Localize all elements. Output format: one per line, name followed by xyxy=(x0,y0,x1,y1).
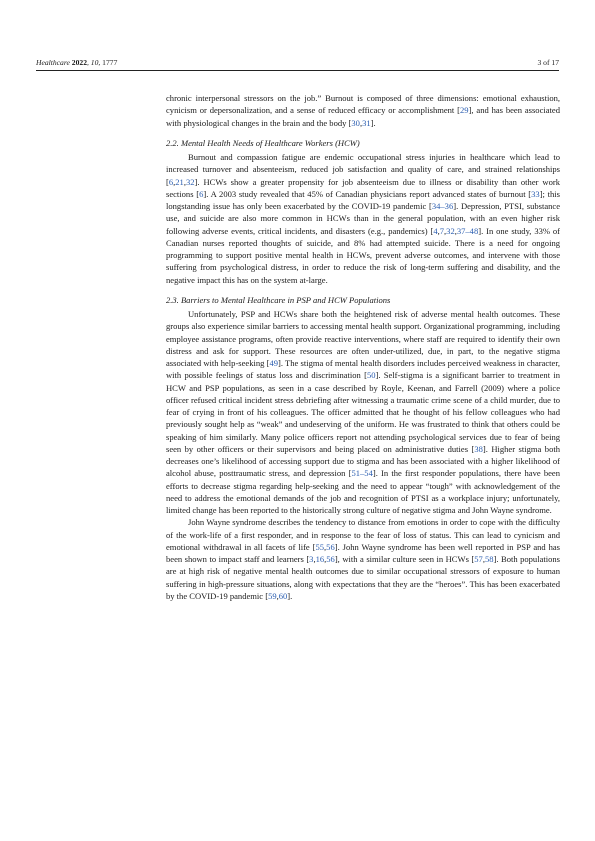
text-run: ]. Higher stigma both decreases one’s likelihood of accessing support due to stigma and has been associated with a higher likelihood of alcohol abuse, posttraumatic stress, and depression [ xyxy=(166,443,560,479)
text-run: ]. John Wayne syndrome has been well reported in PSP and has been shown to impact staff and learners [ xyxy=(166,541,560,564)
citation-link[interactable]: 34–36 xyxy=(431,201,454,211)
citation-link[interactable]: 57 xyxy=(474,554,483,564)
text-run: , xyxy=(313,554,316,564)
text-run: , xyxy=(437,225,440,236)
citation-link[interactable]: 21 xyxy=(175,176,184,187)
paragraph xyxy=(166,516,560,602)
citation-link[interactable]: 6 xyxy=(168,176,174,187)
text-run: , xyxy=(482,554,485,564)
paragraph xyxy=(166,151,560,286)
page-number: 3 of 17 xyxy=(537,58,559,67)
paragraph xyxy=(166,308,560,516)
citation-link[interactable]: 3 xyxy=(309,554,314,564)
citation-link[interactable]: 50 xyxy=(366,370,376,381)
text-run: , xyxy=(444,225,447,236)
text-run: , xyxy=(324,554,327,564)
text-run: , xyxy=(183,176,186,187)
text-run: , xyxy=(359,117,363,128)
text-run: ]. In the first responder populations, there have been efforts to decrease stigma regarding help-seeking and the need to appear “tough” with acknowledgement of the need to address the emotional demands of the job and recognition of PTSI as a workplace injury; unfortunately, limited change has been reported to the historically strong culture of negative stigma and John Wayne syndrome. xyxy=(166,468,560,515)
section-heading: 2.2. Mental Health Needs of Healthcare Workers (HCW) xyxy=(166,137,360,148)
text-run: ]. In one study, 33% of Canadian nurses reported thoughts of suicide, and 8% had attempted suicide. There is a need for ongoing programming to support positive mental health in HCWs, prevent adverse outcomes, and intervene with those suffering from psychological distress, in order to reduce the risk of long-term suffering and disability, and the negative impact this has on the system at-large. xyxy=(166,225,560,285)
citation-link[interactable]: 31 xyxy=(362,117,371,128)
running-header xyxy=(36,58,559,70)
text-run: , xyxy=(276,590,279,601)
text-run: ]. The stigma of mental health disorders includes perceived weakness in character, with possible feelings of status loss and discrimination [ xyxy=(166,358,560,381)
text-run: ]. Both populations are at high risk of negative mental health outcomes due to similar occupational stressors of exposure to human suffering in high-pressure situations, along with expectations that they are the “heroes”. This has been exacerbated by the COVID-19 pandemic [ xyxy=(166,554,560,601)
citation-link[interactable]: 51–54 xyxy=(351,468,373,479)
section-heading: 2.3. Barriers to Mental Healthcare in PSP and HCW Populations xyxy=(166,294,391,305)
citation-link[interactable]: 6 xyxy=(199,188,204,199)
header-rule xyxy=(36,70,559,71)
citation-link[interactable]: 60 xyxy=(278,590,288,601)
text-run: ], and has been associated with physiological changes in the brain and the body [ xyxy=(166,105,560,128)
text-run: ], with a similar culture seen in HCWs [ xyxy=(334,554,475,564)
text-run: ]. A 2003 study revealed that 45% of Canadian physicians report advanced states of burnout [ xyxy=(203,188,532,199)
citation-link[interactable]: 16 xyxy=(315,554,325,564)
citation-link[interactable]: 37–48 xyxy=(456,225,479,236)
text-run: John Wayne syndrome describes the tendency to distance from emotions in order to cope with the difficulty of the work-life of a first responder, and in response to the fear of loss of status. This can lead to cynicism and emotional withdrawal in all facets of life [ xyxy=(166,517,560,552)
text-run: , xyxy=(173,176,176,187)
journal-volume: 10 xyxy=(90,58,99,67)
text-run: , xyxy=(454,225,457,236)
citation-link[interactable]: 59 xyxy=(268,590,277,601)
paragraph xyxy=(166,92,560,129)
citation-link[interactable]: 33 xyxy=(531,188,540,199)
text-run: Burnout and compassion fatigue are endemic occupational stress injuries in healthcare which lead to increased turnover and absenteeism, reduced job satisfaction and quality of care, and strained relationships [ xyxy=(166,152,560,187)
text-run: , xyxy=(324,541,327,552)
citation-link[interactable]: 4 xyxy=(433,225,438,236)
citation-link[interactable]: 30 xyxy=(351,117,360,128)
text-run: ]. xyxy=(287,590,293,601)
text-run: ]; this longstanding issue has only been exacerbated by the COVID-19 pandemic [ xyxy=(166,188,560,211)
text-run: ]. Depression, PTSI, substance use, and suicide are also more common in HCWs than in the general population, with an even higher risk following adverse events, critical incidents, and disasters (e.g., pandemics) [ xyxy=(166,201,560,236)
citation-link[interactable]: 32 xyxy=(446,225,455,236)
citation-link[interactable]: 56 xyxy=(326,541,335,552)
journal-citation: Healthcare 2022, 10, 1777 xyxy=(36,58,118,67)
citation-link[interactable]: 56 xyxy=(326,554,335,564)
journal-year: 2022 xyxy=(71,58,87,67)
citation-link[interactable]: 38 xyxy=(474,443,483,454)
text-run: ]. xyxy=(370,117,376,128)
citation-link[interactable]: 55 xyxy=(315,541,325,552)
citation-link[interactable]: 58 xyxy=(484,554,494,564)
text-run: Unfortunately, PSP and HCWs share both the heightened risk of adverse mental health outcomes. These groups also experience similar barriers to accessing mental health support. Organizational programming, including employee assistance programs, often provide reactive interventions, where staff are required to identify their own distress and ask for support. These resources are often under-utilized, due, in part, to the negative stigma associated with help-seeking [ xyxy=(166,309,560,368)
citation-link[interactable]: 7 xyxy=(439,225,445,236)
text-run: chronic interpersonal stressors on the job.” Burnout is composed of three dimensions: emotional exhaustion, cynicism or depersonalization, and a sense of reduced efficacy or accomplishment [ xyxy=(166,93,560,116)
main-text xyxy=(166,92,560,602)
citation-link[interactable]: 29 xyxy=(460,105,469,116)
journal-name: Healthcare xyxy=(36,58,70,67)
text-run: ]. HCWs show a greater propensity for job absenteeism due to illness or disability than other work sections [ xyxy=(166,176,560,199)
citation-link[interactable]: 49 xyxy=(269,358,279,368)
citation-link[interactable]: 32 xyxy=(185,176,195,187)
text-run: ]. Self-stigma is a significant barrier to treatment in HCW and PSP populations, as seen in a case described by Royle, Keenan, and Farrell (2009) where a police officer refused critical incident stress debriefing after witnessing a traumatic crime scene of a child murder, due to fear of crying in front of his colleagues. The officer admitted that he thought of his fellow colleagues who had previously sought help as “weak” and undeserving of the uniform. He was frustrated to think that others could be speaking of him similarly. Many police officers report not attending psychological services due to fear of being seen by other officers or their supervisors and being placed on administrative duties [ xyxy=(166,370,560,454)
article-number: 1777 xyxy=(102,58,118,67)
